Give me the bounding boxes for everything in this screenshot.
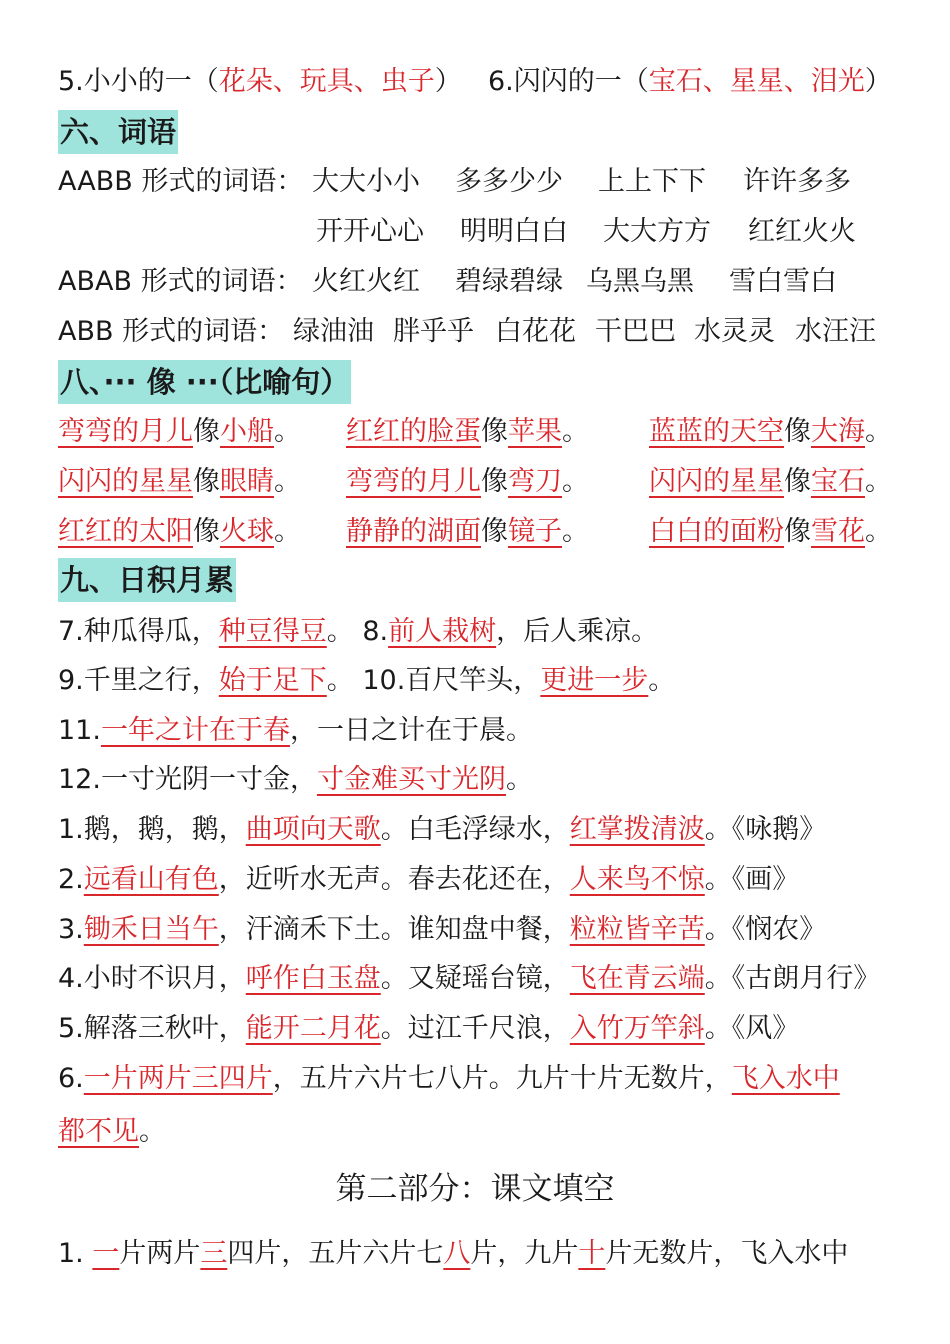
word-item: 水灵灵 <box>694 316 775 347</box>
section-heading-words: 六、词语 <box>58 110 178 154</box>
poem-line-continued: 都不见。 <box>58 1116 166 1147</box>
word-item: 大大方方 <box>603 216 711 247</box>
fill-question-6: 6.闪闪的一（宝石、星星、泪光） <box>488 66 892 97</box>
word-item: 绿油油 <box>293 316 374 347</box>
proverb-line: 7.种瓜得瓜，种豆得豆。 8.前人栽树，后人乘凉。 <box>58 616 659 647</box>
word-item: 雪白雪白 <box>729 266 837 297</box>
simile-sentence: 弯弯的月儿像弯刀。 <box>346 466 589 497</box>
poem-line: 2.远看山有色，近听水无声。春去花还在，人来鸟不惊。《画》 <box>58 864 800 895</box>
word-item: 碧绿碧绿 <box>455 266 563 297</box>
cloze-question-1: 1. 一片两片三四片，五片六片七八片，九片十片无数片，飞入水中 <box>58 1238 849 1269</box>
aabb-label: AABB 形式的词语： <box>58 166 304 197</box>
poem-line: 6.一片两片三四片，五片六片七八片。九片十片无数片，飞入水中 <box>58 1063 840 1094</box>
poem-line: 3.锄禾日当午，汗滴禾下土。谁知盘中餐，粒粒皆辛苦。《悯农》 <box>58 914 827 945</box>
section-heading-accumulation: 九、日积月累 <box>58 558 236 602</box>
section-heading-similes: 八、··· 像 ···（比喻句） <box>58 360 351 404</box>
simile-sentence: 闪闪的星星像宝石。 <box>649 466 892 497</box>
word-item: 白花花 <box>495 316 576 347</box>
simile-sentence: 红红的太阳像火球。 <box>58 516 301 547</box>
word-item: 大大小小 <box>312 166 420 197</box>
word-item: 上上下下 <box>598 166 706 197</box>
simile-sentence: 静静的湖面像镜子。 <box>346 516 589 547</box>
word-item: 火红火红 <box>312 266 420 297</box>
simile-sentence: 白白的面粉像雪花。 <box>649 516 892 547</box>
word-item: 明明白白 <box>460 216 568 247</box>
simile-sentence: 蓝蓝的天空像大海。 <box>649 416 892 447</box>
abab-label: ABAB 形式的词语： <box>58 266 303 297</box>
fill-question-5: 5.小小的一（花朵、玩具、虫子） <box>58 66 462 97</box>
poem-line: 5.解落三秋叶，能开二月花。过江千尺浪，入竹万竿斜。《风》 <box>58 1013 800 1044</box>
word-item: 开开心心 <box>316 216 424 247</box>
word-item: 水汪汪 <box>795 316 876 347</box>
poem-line: 4.小时不识月，呼作白玉盘。又疑瑶台镜，飞在青云端。《古朗月行》 <box>58 963 881 994</box>
proverb-line: 12.一寸光阴一寸金，寸金难买寸光阴。 <box>58 764 533 795</box>
part-two-title: 第二部分：课文填空 <box>335 1171 615 1207</box>
abb-label: ABB 形式的词语： <box>58 316 285 347</box>
proverb-line: 9.千里之行，始于足下。 10.百尺竿头，更进一步。 <box>58 665 676 696</box>
simile-sentence: 闪闪的星星像眼睛。 <box>58 466 301 497</box>
poem-line: 1.鹅，鹅，鹅，曲项向天歌。白毛浮绿水，红掌拨清波。《咏鹅》 <box>58 814 827 845</box>
simile-sentence: 弯弯的月儿像小船。 <box>58 416 301 447</box>
word-item: 乌黑乌黑 <box>586 266 694 297</box>
word-item: 红红火火 <box>748 216 856 247</box>
proverb-line: 11.一年之计在于春，一日之计在于晨。 <box>58 715 533 746</box>
word-item: 胖乎乎 <box>393 316 474 347</box>
word-item: 干巴巴 <box>595 316 676 347</box>
word-item: 许许多多 <box>743 166 851 197</box>
word-item: 多多少少 <box>455 166 563 197</box>
simile-sentence: 红红的脸蛋像苹果。 <box>346 416 589 447</box>
